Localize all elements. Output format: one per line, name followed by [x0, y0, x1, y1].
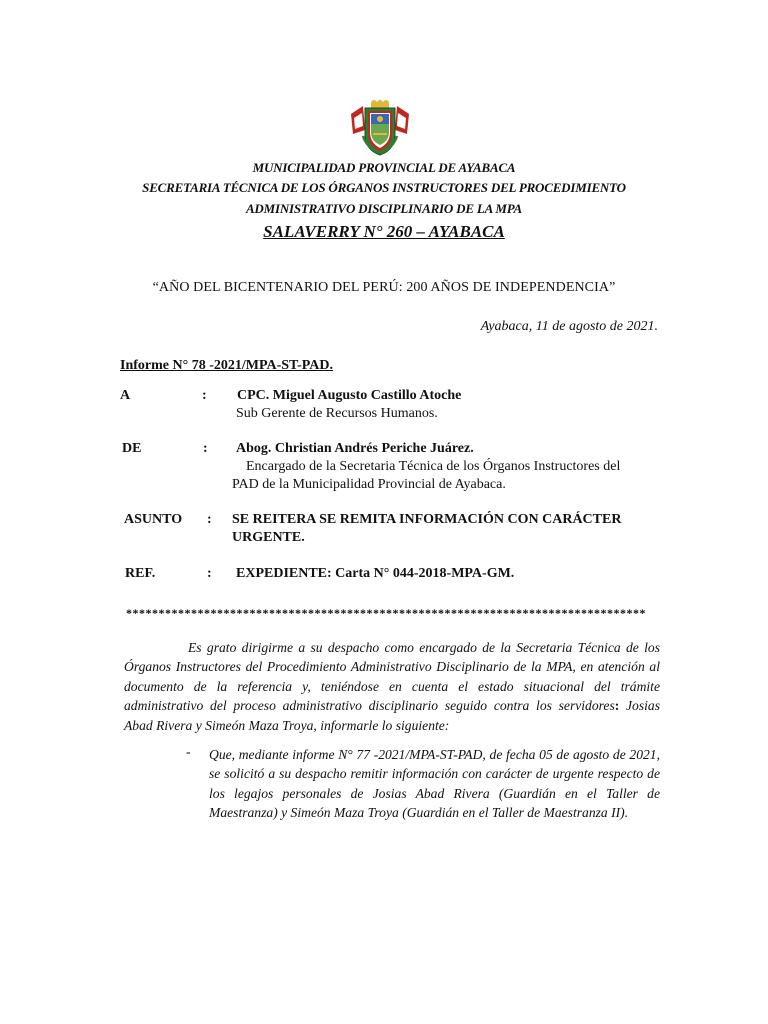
from-role-line2: PAD de la Municipalidad Provincial de Ayabaca.	[232, 477, 506, 492]
paragraph-end: Josias Abad Rivera y Simeón Maza Troya, informarle lo siguiente:	[124, 698, 660, 733]
institution-address: SALAVERRY N° 260 – AYABACA	[263, 222, 505, 241]
from-label: DE	[122, 441, 142, 456]
subject-colon: :	[207, 512, 212, 527]
institution-name: MUNICIPALIDAD PROVINCIAL DE AYABACA	[252, 160, 516, 175]
to-colon: :	[202, 388, 207, 403]
separator-line: ********************************************************************************	[126, 606, 646, 620]
subject-label: ASUNTO	[124, 512, 183, 527]
paragraph-start: Es grato dirigirme a su despacho como encargado de la Secretaria Técnica de los Órganos Instructores del Procedimiento Administrativo Disciplinario de la MPA, en atención al documento de la referencia y, teniéndose en cuenta el estado situacional del trámite administrativo del proceso administrativo disciplinario seguido contra los servidores	[124, 640, 660, 714]
body-paragraph	[124, 638, 660, 735]
subject-line1: SE REITERA SE REMITA INFORMACIÓN CON CARÁCTER	[232, 512, 622, 527]
subject-line2: URGENTE.	[232, 530, 305, 545]
office-name-line1: SECRETARIA TÉCNICA DE LOS ÓRGANOS INSTRUCTORES DEL PROCEDIMIENTO	[142, 180, 626, 195]
municipal-coat-of-arms-icon	[349, 100, 411, 156]
ref-colon: :	[207, 566, 212, 581]
document-date: Ayabaca, 11 de agosto de 2021.	[480, 319, 658, 334]
from-colon: :	[203, 441, 208, 456]
ref-label: REF.	[125, 566, 156, 581]
office-name-line2: ADMINISTRATIVO DISCIPLINARIO DE LA MPA	[245, 201, 523, 216]
to-role: Sub Gerente de Recursos Humanos.	[236, 406, 438, 421]
from-role-line1: Encargado de la Secretaria Técnica de los Órganos Instructores del	[246, 459, 621, 474]
paragraph-colon: :	[614, 698, 620, 714]
year-motto: “AÑO DEL BICENTENARIO DEL PERÚ: 200 AÑOS DE INDEPENDENCIA”	[152, 280, 616, 295]
bullet-marker: -	[186, 745, 191, 760]
ref-value: EXPEDIENTE: Carta N° 044-2018-MPA-GM.	[236, 566, 515, 581]
to-name: CPC. Miguel Augusto Castillo Atoche	[237, 388, 462, 403]
report-number: Informe N° 78 -2021/MPA-ST-PAD.	[120, 358, 333, 373]
bullet-item-text: Que, mediante informe N° 77 -2021/MPA-ST-PAD, de fecha 05 de agosto de 2021, se solicitó a su despacho remitir información con carácter de urgente respecto de los legajos personales de Josias Abad Rivera (Guardián en el Taller de Maestranza) y Simeón Maza Troya (Guardián en el Taller de Maestranza II).	[209, 747, 660, 821]
to-label: A	[120, 388, 131, 403]
from-name: Abog. Christian Andrés Periche Juárez.	[236, 441, 474, 456]
